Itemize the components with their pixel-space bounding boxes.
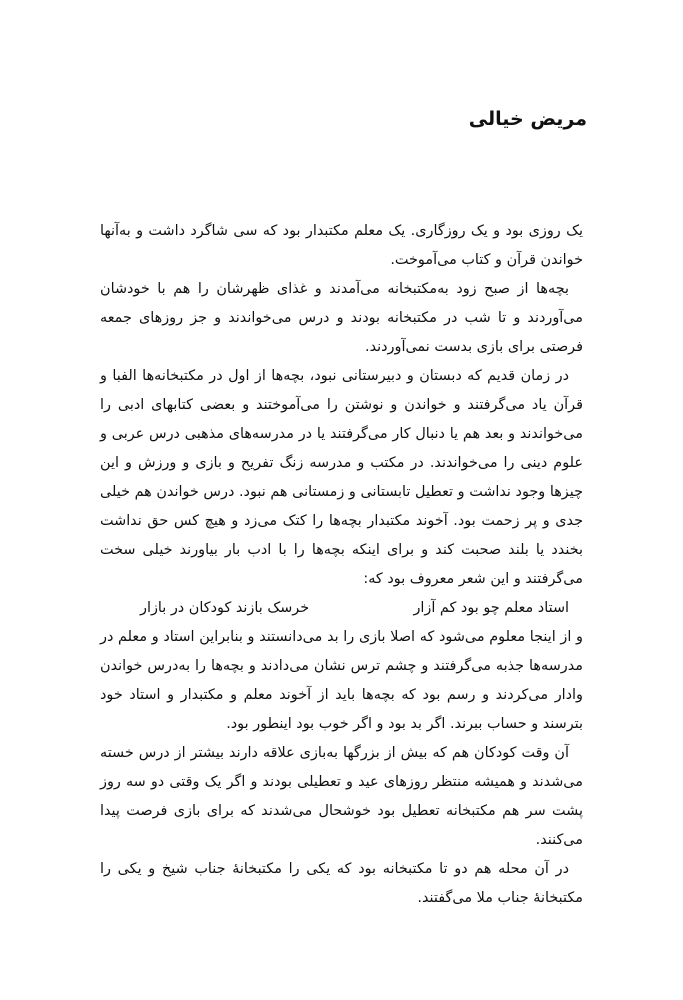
paragraph-4: و از اینجا معلوم می‌شود که اصلا بازی را بد می‌دانستند و بنابراین استاد و معلم در مدرسه‌ها جذبه می‌گرفتند و چشم ترس نشان می‌دادند و بچه‌ها را به‌درس خواندن وادار می‌کردند و رسم بود که بچه‌ها باید از آخوند معلم و مکتبدار و استاد خود بترسند و حساب ببرند. اگر بد بود و اگر خوب بود اینطور بود.	[100, 629, 583, 732]
paragraph-1: یک روزی بود و یک روزگاری. یک معلم مکتبدار بود که سی شاگرد داشت و به‌آنها خواندن قرآن و کتاب می‌آموخت.	[100, 223, 583, 268]
page-title: مریض خیالی	[468, 108, 587, 130]
verse-first-hemistich: استاد معلم چو بود کم آزار	[413, 600, 569, 616]
verse-second-hemistich: خرسک بازند کودکان در بازار	[140, 600, 310, 616]
paragraph-2: بچه‌ها از صبح زود به‌مکتبخانه می‌آمدند و غذای ظهرشان را هم با خودشان می‌آوردند و تا شب در مکتبخانه بودند و درس می‌خواندند و جز روزهای جمعه فرصتی برای بازی بدست نمی‌آوردند.	[100, 281, 583, 355]
poem-verse	[100, 594, 583, 623]
story-text	[100, 217, 583, 913]
paragraph-6: در آن محله هم دو تا مکتبخانه بود که یکی را مکتبخانهٔ جناب شیخ و یکی را مکتبخانهٔ جناب ملا می‌گفتند.	[100, 861, 583, 906]
paragraph-3: در زمان قدیم که دبستان و دبیرستانی نبود، بچه‌ها از اول در مکتبخانه‌ها الفبا و قرآن یاد می‌گرفتند و خواندن و نوشتن را می‌آموختند و بعضی کتابهای ادبی را می‌خواندند و بعد هم یا دنبال کار می‌گرفتند یا در مدرسه‌های مذهبی درس عربی و علوم دینی را می‌خواندند. در مکتب و مدرسه زنگ تفریح و بازی و ورزش و این چیزها وجود نداشت و تعطیل تابستانی و زمستانی هم نبود. درس خواندن هم خیلی جدی و پر زحمت بود. آخوند مکتبدار بچه‌ها را کتک می‌زد و هیچ کس حق نداشت بخندد یا بلند صحبت کند و برای اینکه بچه‌ها را با ادب بار بیاورند خیلی سخت می‌گرفتند و این شعر معروف بود که:	[100, 368, 583, 587]
paragraph-5: آن وقت کودکان هم که بیش از بزرگها به‌بازی علاقه دارند بیشتر از درس خسته می‌شدند و همیشه منتظر روزهای عید و تعطیلی بودند و اگر یک وقتی دو سه روز پشت سر هم مکتبخانه تعطیل بود خوشحال می‌شدند که برای بازی فرصت پیدا می‌کنند.	[100, 745, 583, 848]
